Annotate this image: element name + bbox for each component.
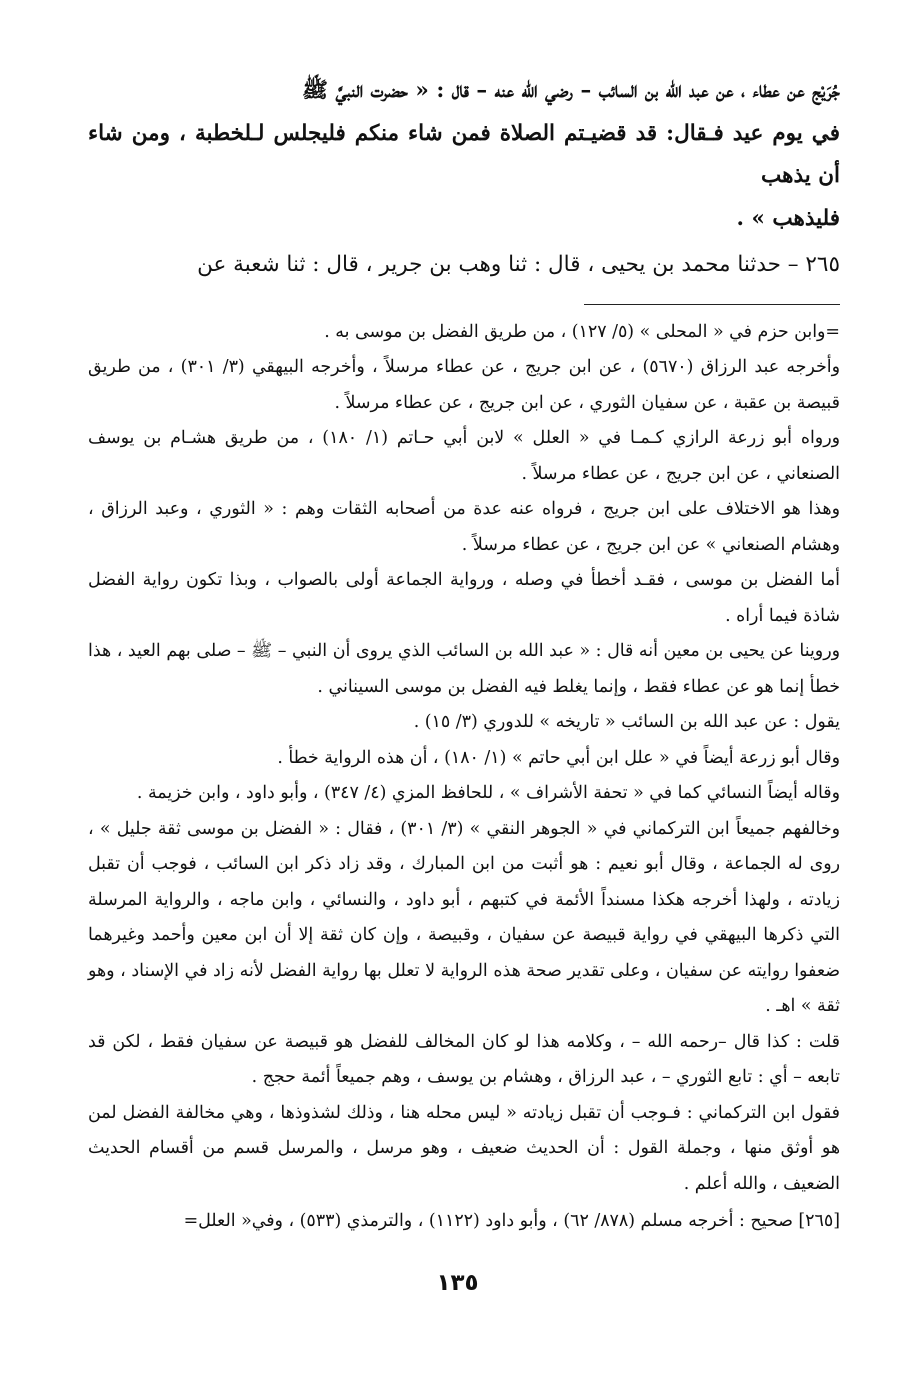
footnote-reference-265: [٢٦٥] صحيح : أخرجه مسلم (٨٧٨/ ٦٢) ، وأبو داود (١١٢٢) ، والترمذي (٥٣٣) ، وفي« العلل= [183, 1211, 840, 1231]
footnote-paragraph: وأخرجه عبد الرزاق (٥٦٧٠) ، عن ابن جريج ، عن عطاء مرسلاً ، وأخرجه البيهقي (٣/ ٣٠١) ، من طريق قبيصة بن عقبة ، عن سفيان الثوري ، عن ابن جريج ، عن عطاء مرسلاً . [88, 357, 840, 413]
footnote-separator [584, 304, 840, 305]
footnote-paragraph: يقول : عن عبد الله بن السائب « تاريخه » للدوري (٣/ ١٥) . [413, 712, 840, 732]
main-text [88, 70, 840, 287]
main-line: فليذهب » . [736, 205, 840, 231]
page-body [88, 70, 840, 1240]
footnote-paragraph: فقول ابن التركماني : فـوجب أن تقبل زيادته « ليس محله هنا ، وذلك لشذوذها ، وهي مخالفة الفضل لمن هو أوثق منها ، وجملة القول : أن الحديث ضعيف ، وهو مرسل ، والمرسل قسم من أقسام الحديث الضعيف ، والله أعلم . [88, 1102, 840, 1194]
footnote-paragraph: وهذا هو الاختلاف على ابن جريج ، فرواه عنه عدة من أصحابه الثقات وهم : « الثوري ، وعبد الرزاق ، وهشام الصنعاني » عن ابن جريج ، عن عطاء مرسلاً . [88, 499, 840, 555]
footnote-paragraph: ورواه أبو زرعة الرازي كـمـا في « العلل » لابن أبي حـاتم (١/ ١٨٠) ، من طريق هشـام بن يوسف الصنعاني ، عن ابن جريج ، عن عطاء مرسلاً . [88, 428, 840, 484]
footnotes [88, 315, 840, 1240]
main-line: جُرَيْج عن عطاء ، عن عبد الله بن السائب – رضي الله عنه – قال : « حضرت النبيَّ ﷺ [301, 78, 840, 103]
footnote-paragraph: وخالفهم جميعاً ابن التركماني في « الجوهر النقي » (٣/ ٣٠١) ، فقال : « الفضل بن موسى ثقة جليل » ، روى له الجماعة ، وقال أبو نعيم : هو أثبت من ابن المبارك ، وقد زاد ذكر ابن السائب ، فوجب أن تقبل زيادته ، ولهذا أخرجه هكذا مسنداً الأئمة في كتبهم ، أبو داود ، والنسائي ، وابن ماجه ، والرواية المرسلة التي ذكرها البيهقي في رواية قبيصة عن سفيان ، وقبيصة ، وإن كان ثقة إلا أن ابن معين وأحمد وغيرهما ضعفوا روايته عن سفيان ، وعلى تقدير صحة هذه الرواية لا تعلل بها رواية الفضل لأنه زاد في الإسناد ، وهو ثقة » اهـ . [88, 818, 840, 1016]
footnote-paragraph: =وابن حزم في « المحلى » (٥/ ١٢٧) ، من طريق الفضل بن موسى به . [324, 321, 840, 342]
footnote-paragraph: وقاله أيضاً النسائي كما في « تحفة الأشراف » ، للحافظ المزي (٤/ ٣٤٧) ، وأبو داود ، وابن خزيمة . [136, 783, 840, 803]
footnote-paragraph: وروينا عن يحيى بن معين أنه قال : « عبد الله بن السائب الذي يروى أن النبي – ﷺ – صلى بهم العيد ، هذا خطأ إنما هو عن عطاء فقط ، وإنما يغلط فيه الفضل بن موسى السيناني . [88, 641, 840, 697]
footnote-paragraph: وقال أبو زرعة أيضاً في « علل ابن أبي حاتم » (١/ ١٨٠) ، أن هذه الرواية خطأ . [277, 747, 840, 768]
page-number: ١٣٥ [436, 1270, 479, 1296]
footnote-paragraph: قلت : كذا قال –رحمه الله – ، وكلامه هذا لو كان المخالف للفضل هو قبيصة عن سفيان فقط ، لكن قد تابعه – أي : تابع الثوري – ، عبد الرزاق ، وهشام بن يوسف ، وهم جميعاً أئمة حجج . [88, 1031, 840, 1087]
main-line: في يوم عيد فـقال: قد قضيـتم الصلاة فمن شاء منكم فليجلس لـلخطبة ، ومن شاء أن يذهب [88, 120, 840, 188]
footnote-paragraph: أما الفضل بن موسى ، فقـد أخطأ في وصله ، ورواية الجماعة أولى بالصواب ، وبذا تكون رواية الفضل شاذة فيما أراه . [88, 570, 840, 626]
hadith-265-opening: ٢٦٥ – حدثنا محمد بن يحيى ، قال : ثنا وهب بن جرير ، قال : ثنا شعبة عن [197, 252, 840, 277]
